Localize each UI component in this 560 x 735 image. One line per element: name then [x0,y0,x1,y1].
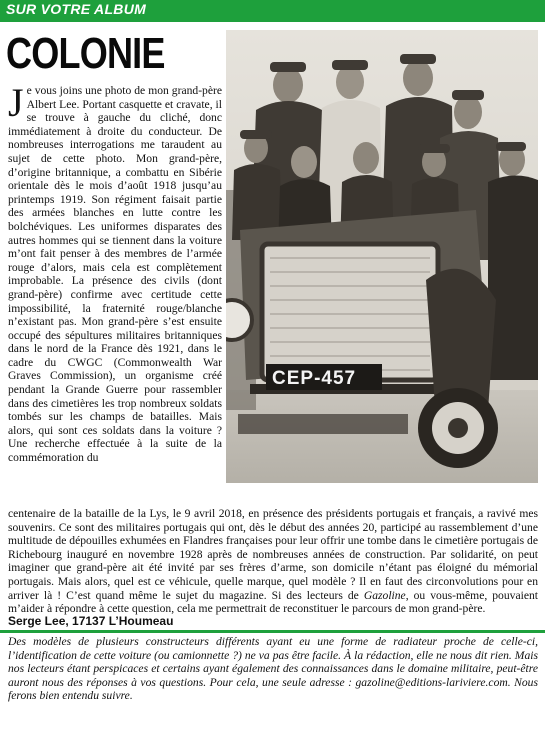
reader-signature: Serge Lee, 17137 L’Houmeau [8,614,174,628]
article-continuation-end: , ou vous-même, pouvaient m’aider à répondre à cette question, cela me permettrait de reconstituer le parcours de mon grand-père. [8,588,538,616]
magazine-name: Gazoline [363,588,406,602]
editor-note: Des modèles de plusieurs constructeurs différents ayant eu une forme de radiateur proche de celle-ci, l’identification de cette voiture (ou camionnette ?) ne va pas être facile. À la rédaction, elle ne nous dit rien. Mais nos lecteurs étant perspicaces et certains ayant également des connaissances dans le domaine militaire, peut-être auront nous des réponses à vos questions. Pour cela, une seule adresse : gazoline@editions-lariviere.com. Nous ferons bien entendu suivre. [8,635,538,703]
drop-cap: J [8,80,24,125]
article-continuation-text: centenaire de la bataille de la Lys, le 9 avril 2018, en présence des présidents portugais et français, a ravivé mes souvenirs. Ce sont des militaires portugais qui ont, dès le début des années 20, participé au rassemblement d’une multitude de dépouilles exhumées en Flandres françaises pour leur offrir une tombe dans le cimetière portugais de Richebourg inauguré en novembre 1928 après de nombreuses années de construction. Par solidarité, on peut imaginer que grand-père ait été invité par ses frères d’arme, son domicile n’étant pas éloigné du mémorial portugais. Mais alors, quel est ce véhicule, quelle marque, quel modèle ? Il en faut des circonvolutions pour en arriver là ! C’est quand même le sujet du magazine. Si des lecteurs de [8,507,538,602]
car-body [226,210,498,468]
article-column [8,80,222,465]
article-continuation [8,507,538,616]
divider-line [0,630,545,633]
article-column-text: e vous joins une photo de mon grand-père Albert Lee. Portant casquette et cravate, il se trouve à gauche du cliché, donc immédiatement à droite du conducteur. De nombreuses interrogations me taraudent au sujet de cette photo. Mon grand-père, d’origine britannique, a combattu en Sibérie orientale dès le mois d’août 1918 jusqu’au printemps 1919. Son régiment faisait partie des armées blanches en lutte contre les bolchéviques. Les uniformes disparates des autres hommes qui se tiennent dans la voiture m’ont fait penser à des membres de l’armée rouge d’alors, mais cela est complètement improbable. La présence des civils (dont grand-père) confirme avec certitude cette impossibilité, la fraternité rouge/blanche n’existant pas. Mon grand-père s’est ensuite occupé des sépultures militaires britanniques dans le nord de la France dès 1921, dans le cadre du CWGC (Commonwealth War Graves Commission), un organisme créé pendant la Grande Guerre pour rassembler dans des cimetières les trop nombreux soldats tombés sur les champs de batailles. Mais alors, qui sont ces soldats dans la voiture ? Une recherche effectuée à la suite de la commémoration du [8,84,222,465]
vintage-car-photo [226,30,538,483]
license-plate: CEP-457 [272,368,357,389]
section-label: SUR VOTRE ALBUM [6,1,147,17]
archive-photo [226,30,538,483]
section-banner [0,0,545,22]
article-headline: COLONIE [6,29,165,78]
